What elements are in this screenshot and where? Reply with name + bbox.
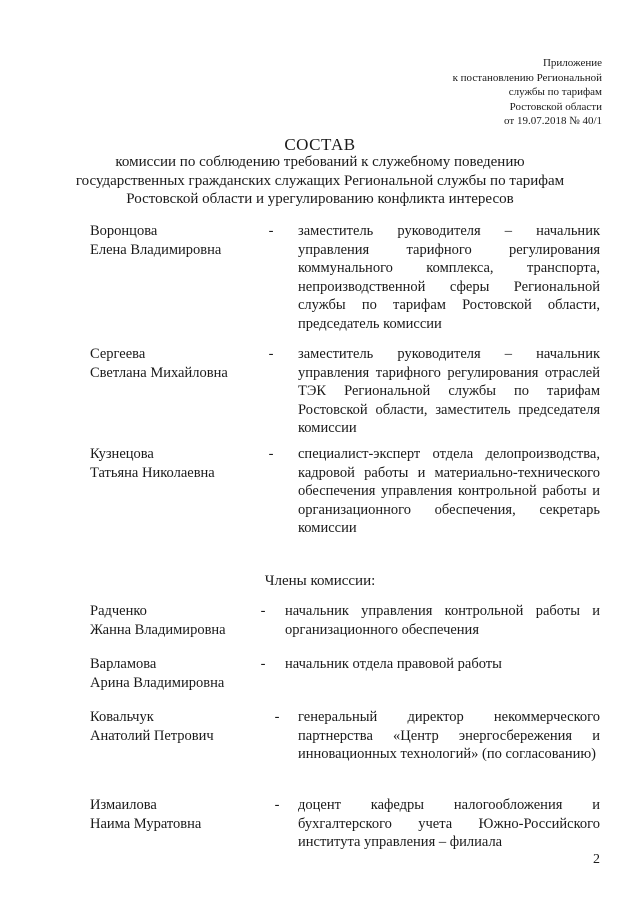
- person-surname: Кузнецова: [90, 446, 154, 462]
- person-name: [90, 796, 260, 833]
- separator-dash: -: [260, 656, 266, 672]
- person-given-name: Анатолий Петрович: [90, 727, 214, 744]
- person-given-name: Светлана Михайловна: [90, 364, 228, 381]
- person-role: заместитель руководителя – начальник управления тарифного регулирования коммунального комплекса, транспорта, непроизводственной сферы Региональной службы по тарифам Ростовской области, председатель комиссии: [298, 223, 600, 332]
- person-surname: Сергеева: [90, 346, 146, 362]
- subtitle-line: комиссии по соблюдению требований к служебному поведению: [115, 154, 525, 170]
- separator-dash: -: [260, 603, 266, 619]
- person-name: [90, 655, 260, 692]
- separator-dash: -: [274, 797, 280, 813]
- person-given-name: Татьяна Николаевна: [90, 464, 215, 481]
- annex-line: Приложение: [542, 57, 602, 69]
- page-number: 2: [593, 852, 600, 867]
- person-name: [90, 222, 260, 259]
- person-surname: Радченко: [90, 603, 147, 619]
- annex-line: к постановлению Региональной: [452, 71, 602, 84]
- person-role: специалист-эксперт отдела делопроизводства, кадровой работы и материально-технического обеспечения управления контрольной работы и организационного обеспечения, секретарь комиссии: [298, 446, 600, 536]
- person-surname: Ковальчук: [90, 709, 154, 725]
- separator-dash: -: [268, 346, 274, 362]
- annex-line: от 19.07.2018 № 40/1: [504, 115, 602, 127]
- person-name: [90, 445, 260, 482]
- members-heading: Члены комиссии:: [264, 573, 376, 589]
- document-subtitle: [60, 153, 580, 209]
- person-surname: Варламова: [90, 656, 157, 672]
- person-given-name: Наима Муратовна: [90, 815, 202, 832]
- separator-dash: -: [268, 446, 274, 462]
- separator-dash: -: [274, 709, 280, 725]
- person-given-name: Арина Владимировна: [90, 674, 225, 691]
- annex-line: службы по тарифам: [508, 86, 602, 98]
- person-role: доцент кафедры налогообложения и бухгалтерского учета Южно-Российского института управления – филиала: [298, 797, 600, 850]
- person-role: начальник отдела правовой работы: [285, 656, 502, 672]
- separator-dash: -: [268, 223, 274, 239]
- person-name: [90, 708, 260, 745]
- person-given-name: Елена Владимировна: [90, 241, 222, 258]
- person-role: генеральный директор некоммерческого партнерства «Центр энергосбережения и инновационных технологий» (по согласованию): [298, 709, 600, 762]
- person-role: заместитель руководителя – начальник управления тарифного регулирования отраслей ТЭК Региональной службы по тарифам Ростовской области, заместитель председателя комиссии: [298, 346, 600, 436]
- subtitle-line: государственных гражданских служащих Региональной службы по тарифам: [75, 172, 565, 189]
- person-name: [90, 602, 260, 639]
- document-title: СОСТАВ: [284, 135, 356, 154]
- person-name: [90, 345, 260, 382]
- person-surname: Воронцова: [90, 223, 158, 239]
- subtitle-line: Ростовской области и урегулированию конфликта интересов: [126, 191, 514, 207]
- annex-block: [382, 56, 602, 129]
- person-given-name: Жанна Владимировна: [90, 621, 226, 638]
- annex-line: Ростовской области: [509, 100, 602, 113]
- person-surname: Измаилова: [90, 797, 157, 813]
- person-role: начальник управления контрольной работы и организационного обеспечения: [285, 603, 600, 638]
